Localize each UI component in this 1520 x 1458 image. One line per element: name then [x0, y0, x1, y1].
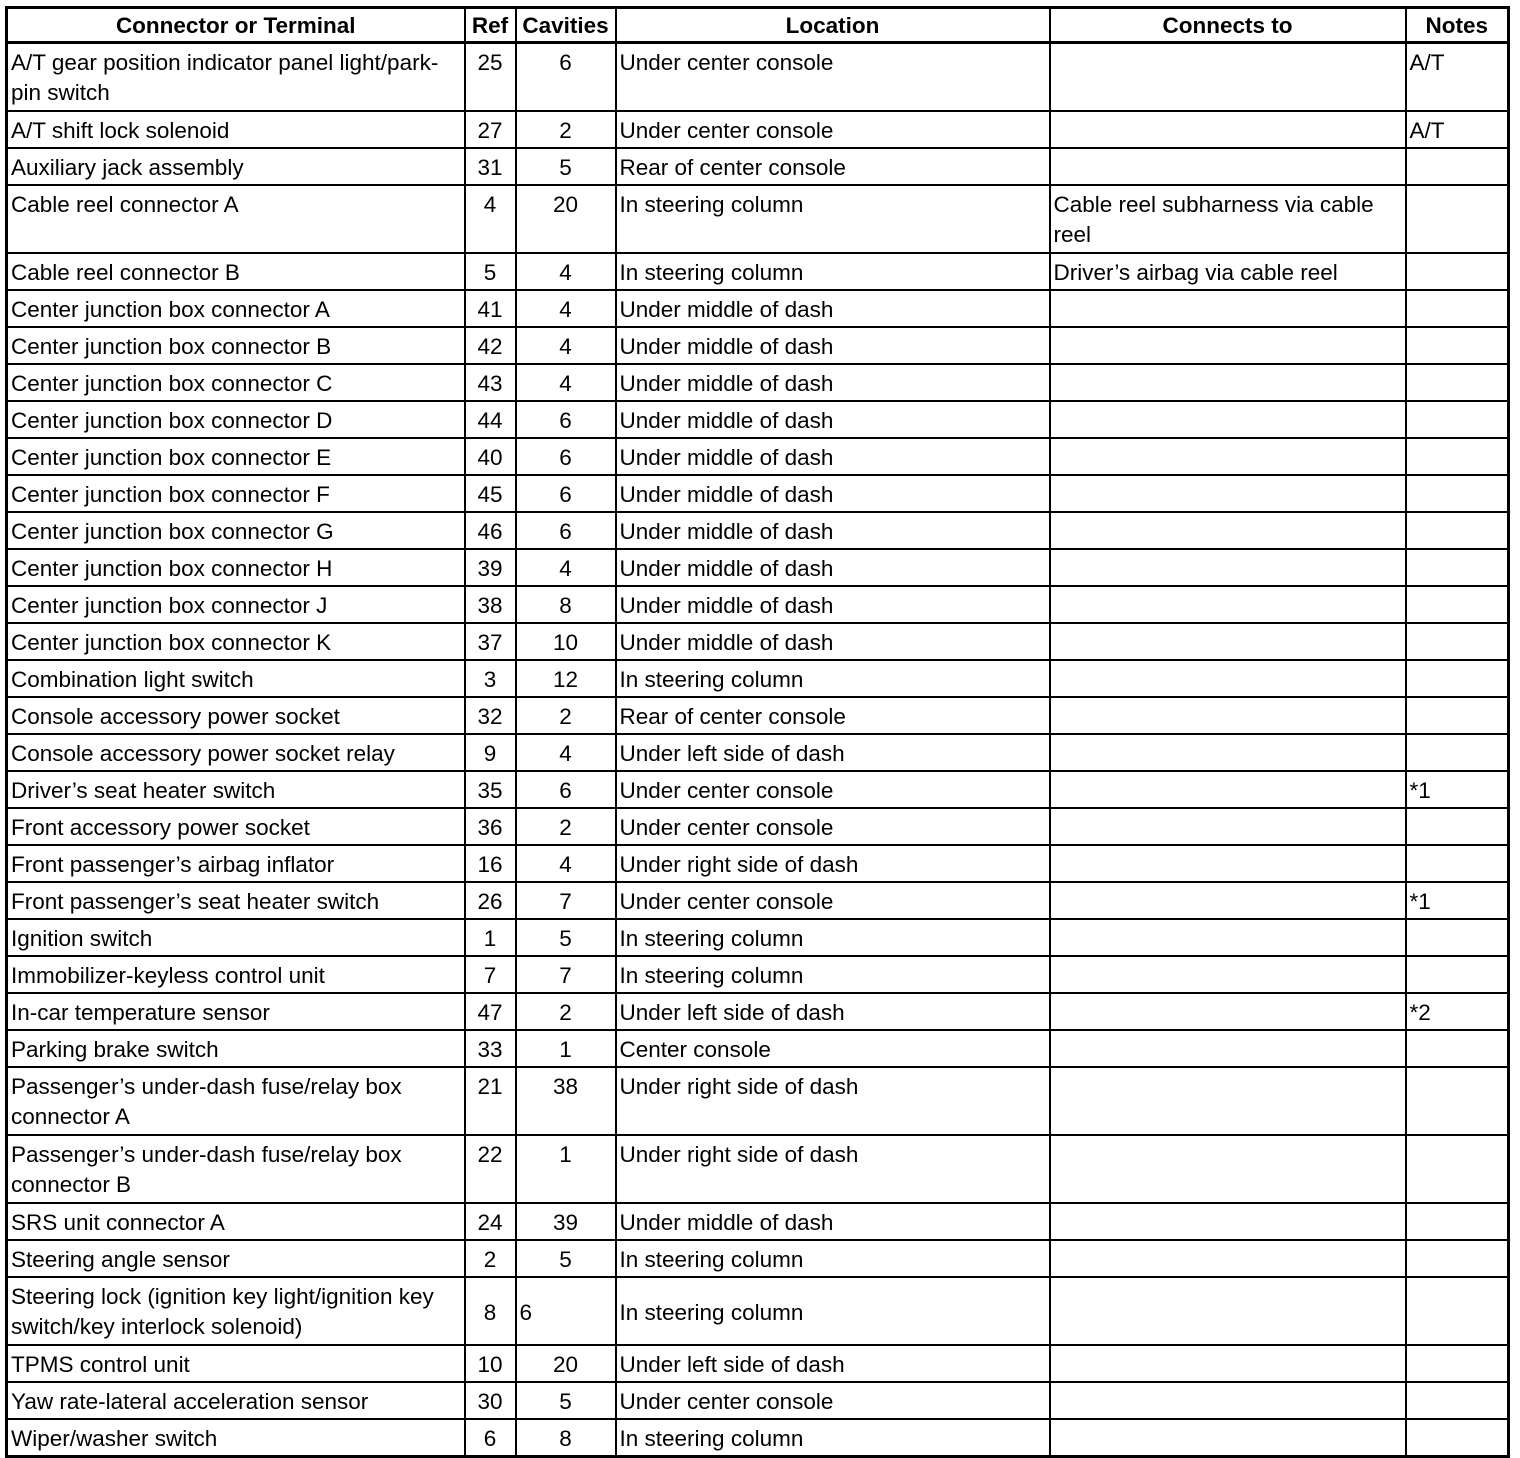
cell-location: In steering column: [616, 1419, 1050, 1457]
cell-location: Under middle of dash: [616, 586, 1050, 623]
header-connects-to: Connects to: [1050, 8, 1406, 43]
table-row: [7, 734, 1509, 771]
cell-connector: Console accessory power socket: [7, 697, 465, 734]
cell-connects-to: [1050, 43, 1406, 112]
cell-cavities: 1: [516, 1135, 616, 1203]
cell-connects-to: [1050, 438, 1406, 475]
cell-cavities: 20: [516, 185, 616, 253]
cell-cavities: 4: [516, 845, 616, 882]
cell-cavities: 2: [516, 993, 616, 1030]
cell-location: Rear of center console: [616, 148, 1050, 185]
cell-cavities: 2: [516, 111, 616, 148]
cell-ref: 36: [465, 808, 516, 845]
cell-notes: [1406, 623, 1509, 660]
cell-connects-to: [1050, 512, 1406, 549]
cell-connector: Center junction box connector D: [7, 401, 465, 438]
cell-connector: Center junction box connector A: [7, 290, 465, 327]
cell-connects-to: [1050, 327, 1406, 364]
cell-ref: 37: [465, 623, 516, 660]
cell-connects-to: [1050, 290, 1406, 327]
cell-location: Under middle of dash: [616, 623, 1050, 660]
cell-location: Under left side of dash: [616, 1345, 1050, 1382]
cell-notes: [1406, 734, 1509, 771]
cell-ref: 26: [465, 882, 516, 919]
cell-cavities: 10: [516, 623, 616, 660]
cell-ref: 41: [465, 290, 516, 327]
cell-ref: 10: [465, 1345, 516, 1382]
cell-cavities: 7: [516, 956, 616, 993]
cell-location: Under left side of dash: [616, 993, 1050, 1030]
table-row: [7, 882, 1509, 919]
cell-connects-to: [1050, 1345, 1406, 1382]
table-row: [7, 1067, 1509, 1135]
connector-table: [5, 6, 1510, 1458]
cell-connector: Cable reel connector B: [7, 253, 465, 290]
cell-notes: *1: [1406, 771, 1509, 808]
cell-ref: 27: [465, 111, 516, 148]
cell-ref: 6: [465, 1419, 516, 1457]
cell-connects-to: [1050, 1240, 1406, 1277]
cell-location: Under middle of dash: [616, 475, 1050, 512]
cell-cavities: 4: [516, 327, 616, 364]
cell-cavities: 8: [516, 1419, 616, 1457]
header-row: [7, 8, 1509, 43]
cell-ref: 43: [465, 364, 516, 401]
cell-connector: Passenger’s under-dash fuse/relay box connector B: [7, 1135, 465, 1203]
cell-ref: 33: [465, 1030, 516, 1067]
cell-connects-to: [1050, 1419, 1406, 1457]
cell-connects-to: Cable reel subharness via cable reel: [1050, 185, 1406, 253]
cell-ref: 21: [465, 1067, 516, 1135]
cell-cavities: 2: [516, 808, 616, 845]
cell-cavities: 39: [516, 1203, 616, 1240]
cell-ref: 7: [465, 956, 516, 993]
cell-notes: [1406, 956, 1509, 993]
table-body: [7, 43, 1509, 1457]
cell-notes: [1406, 919, 1509, 956]
cell-cavities: 8: [516, 586, 616, 623]
table-row: [7, 1240, 1509, 1277]
cell-location: In steering column: [616, 919, 1050, 956]
cell-cavities: 5: [516, 1240, 616, 1277]
cell-connector: Center junction box connector J: [7, 586, 465, 623]
cell-notes: [1406, 808, 1509, 845]
cell-connector: Center junction box connector F: [7, 475, 465, 512]
cell-ref: 31: [465, 148, 516, 185]
cell-location: Rear of center console: [616, 697, 1050, 734]
table-row: [7, 993, 1509, 1030]
cell-ref: 32: [465, 697, 516, 734]
header-connector: Connector or Terminal: [7, 8, 465, 43]
cell-notes: [1406, 660, 1509, 697]
table-row: [7, 956, 1509, 993]
cell-connects-to: [1050, 1203, 1406, 1240]
cell-notes: [1406, 1382, 1509, 1419]
cell-location: Center console: [616, 1030, 1050, 1067]
cell-connector: Front accessory power socket: [7, 808, 465, 845]
cell-ref: 1: [465, 919, 516, 956]
cell-cavities: 6: [516, 438, 616, 475]
cell-ref: 38: [465, 586, 516, 623]
cell-notes: [1406, 586, 1509, 623]
table-row: [7, 185, 1509, 253]
cell-ref: 2: [465, 1240, 516, 1277]
cell-connector: Center junction box connector B: [7, 327, 465, 364]
cell-ref: 16: [465, 845, 516, 882]
cell-cavities: 6: [516, 512, 616, 549]
table-row: [7, 1382, 1509, 1419]
cell-cavities: 6: [516, 771, 616, 808]
cell-location: Under center console: [616, 43, 1050, 112]
cell-ref: 39: [465, 549, 516, 586]
cell-notes: [1406, 290, 1509, 327]
cell-cavities: 20: [516, 1345, 616, 1382]
table-row: [7, 148, 1509, 185]
cell-cavities: 4: [516, 549, 616, 586]
cell-connects-to: [1050, 148, 1406, 185]
cell-notes: *2: [1406, 993, 1509, 1030]
table-row: [7, 1203, 1509, 1240]
cell-notes: [1406, 1240, 1509, 1277]
cell-notes: *1: [1406, 882, 1509, 919]
cell-connector: Combination light switch: [7, 660, 465, 697]
cell-cavities: 4: [516, 290, 616, 327]
cell-notes: [1406, 475, 1509, 512]
cell-notes: [1406, 327, 1509, 364]
cell-connector: Immobilizer-keyless control unit: [7, 956, 465, 993]
cell-notes: [1406, 1203, 1509, 1240]
cell-connects-to: [1050, 623, 1406, 660]
cell-location: Under middle of dash: [616, 401, 1050, 438]
cell-notes: [1406, 845, 1509, 882]
cell-connects-to: [1050, 586, 1406, 623]
cell-connector: Ignition switch: [7, 919, 465, 956]
cell-connector: Yaw rate-lateral acceleration sensor: [7, 1382, 465, 1419]
cell-connector: Steering lock (ignition key light/ignition key switch/key interlock solenoid): [7, 1277, 465, 1345]
cell-connects-to: [1050, 882, 1406, 919]
cell-cavities: 4: [516, 364, 616, 401]
cell-cavities: 12: [516, 660, 616, 697]
cell-location: Under right side of dash: [616, 845, 1050, 882]
cell-location: Under right side of dash: [616, 1067, 1050, 1135]
cell-notes: [1406, 1277, 1509, 1345]
cell-cavities: 5: [516, 919, 616, 956]
cell-cavities: 38: [516, 1067, 616, 1135]
cell-ref: 46: [465, 512, 516, 549]
cell-connects-to: [1050, 549, 1406, 586]
cell-location: In steering column: [616, 956, 1050, 993]
cell-location: Under middle of dash: [616, 290, 1050, 327]
cell-connects-to: [1050, 993, 1406, 1030]
header-cavities: Cavities: [516, 8, 616, 43]
cell-location: Under center console: [616, 808, 1050, 845]
cell-connector: Center junction box connector K: [7, 623, 465, 660]
cell-connector: Front passenger’s airbag inflator: [7, 845, 465, 882]
cell-notes: [1406, 1419, 1509, 1457]
cell-notes: [1406, 549, 1509, 586]
cell-ref: 40: [465, 438, 516, 475]
table-row: [7, 253, 1509, 290]
table-row: [7, 808, 1509, 845]
cell-cavities: 6: [516, 475, 616, 512]
cell-connects-to: [1050, 919, 1406, 956]
cell-location: Under middle of dash: [616, 364, 1050, 401]
cell-notes: [1406, 401, 1509, 438]
cell-cavities: 1: [516, 1030, 616, 1067]
cell-connector: A/T gear position indicator panel light/park-pin switch: [7, 43, 465, 112]
cell-notes: [1406, 185, 1509, 253]
cell-location: In steering column: [616, 253, 1050, 290]
cell-connects-to: [1050, 697, 1406, 734]
cell-ref: 24: [465, 1203, 516, 1240]
cell-connector: Driver’s seat heater switch: [7, 771, 465, 808]
cell-cavities: 6: [516, 43, 616, 112]
cell-cavities: 4: [516, 734, 616, 771]
cell-cavities: 2: [516, 697, 616, 734]
cell-location: Under center console: [616, 882, 1050, 919]
cell-notes: [1406, 438, 1509, 475]
cell-connector: TPMS control unit: [7, 1345, 465, 1382]
cell-ref: 8: [465, 1277, 516, 1345]
cell-connector: Front passenger’s seat heater switch: [7, 882, 465, 919]
cell-location: In steering column: [616, 185, 1050, 253]
cell-ref: 5: [465, 253, 516, 290]
cell-connects-to: [1050, 660, 1406, 697]
cell-connects-to: [1050, 845, 1406, 882]
cell-connector: Center junction box connector E: [7, 438, 465, 475]
cell-connects-to: [1050, 734, 1406, 771]
table-row: [7, 586, 1509, 623]
cell-connects-to: [1050, 401, 1406, 438]
cell-connects-to: [1050, 1135, 1406, 1203]
cell-cavities: 5: [516, 148, 616, 185]
table-row: [7, 623, 1509, 660]
table-row: [7, 845, 1509, 882]
cell-connects-to: [1050, 1030, 1406, 1067]
table-row: [7, 438, 1509, 475]
cell-location: Under middle of dash: [616, 512, 1050, 549]
cell-location: Under center console: [616, 111, 1050, 148]
cell-location: Under left side of dash: [616, 734, 1050, 771]
table-row: [7, 1135, 1509, 1203]
cell-connector: Cable reel connector A: [7, 185, 465, 253]
cell-ref: 30: [465, 1382, 516, 1419]
cell-location: Under middle of dash: [616, 1203, 1050, 1240]
cell-cavities: 7: [516, 882, 616, 919]
cell-connector: Parking brake switch: [7, 1030, 465, 1067]
table-row: [7, 771, 1509, 808]
cell-notes: A/T: [1406, 43, 1509, 112]
cell-notes: [1406, 697, 1509, 734]
table-row: [7, 401, 1509, 438]
cell-connector: Center junction box connector C: [7, 364, 465, 401]
table-row: [7, 660, 1509, 697]
cell-location: Under center console: [616, 771, 1050, 808]
table-row: [7, 549, 1509, 586]
cell-notes: [1406, 1067, 1509, 1135]
table-row: [7, 1277, 1509, 1345]
cell-notes: [1406, 253, 1509, 290]
cell-connects-to: [1050, 808, 1406, 845]
cell-location: Under middle of dash: [616, 327, 1050, 364]
cell-connects-to: [1050, 771, 1406, 808]
cell-connector: Console accessory power socket relay: [7, 734, 465, 771]
cell-location: Under right side of dash: [616, 1135, 1050, 1203]
cell-notes: [1406, 364, 1509, 401]
table-row: [7, 111, 1509, 148]
cell-connector: Center junction box connector H: [7, 549, 465, 586]
table-row: [7, 1419, 1509, 1457]
cell-notes: [1406, 1135, 1509, 1203]
table-row: [7, 475, 1509, 512]
cell-notes: [1406, 148, 1509, 185]
cell-location: In steering column: [616, 1240, 1050, 1277]
cell-connects-to: Driver’s airbag via cable reel: [1050, 253, 1406, 290]
cell-connector: A/T shift lock solenoid: [7, 111, 465, 148]
table-row: [7, 43, 1509, 112]
cell-location: Under middle of dash: [616, 549, 1050, 586]
cell-ref: 4: [465, 185, 516, 253]
cell-location: Under center console: [616, 1382, 1050, 1419]
cell-ref: 3: [465, 660, 516, 697]
header-ref: Ref: [465, 8, 516, 43]
cell-notes: A/T: [1406, 111, 1509, 148]
header-notes: Notes: [1406, 8, 1509, 43]
cell-location: Under middle of dash: [616, 438, 1050, 475]
cell-connects-to: [1050, 1277, 1406, 1345]
table-row: [7, 364, 1509, 401]
cell-connector: SRS unit connector A: [7, 1203, 465, 1240]
table-row: [7, 1030, 1509, 1067]
cell-connects-to: [1050, 364, 1406, 401]
cell-cavities: 4: [516, 253, 616, 290]
table-row: [7, 919, 1509, 956]
cell-cavities: 5: [516, 1382, 616, 1419]
cell-connector: Steering angle sensor: [7, 1240, 465, 1277]
table-row: [7, 1345, 1509, 1382]
table-row: [7, 697, 1509, 734]
cell-connects-to: [1050, 111, 1406, 148]
cell-cavities: 6: [516, 401, 616, 438]
cell-ref: 42: [465, 327, 516, 364]
cell-ref: 47: [465, 993, 516, 1030]
cell-connector: Center junction box connector G: [7, 512, 465, 549]
cell-ref: 25: [465, 43, 516, 112]
cell-notes: [1406, 1030, 1509, 1067]
cell-notes: [1406, 1345, 1509, 1382]
cell-connector: In-car temperature sensor: [7, 993, 465, 1030]
cell-connects-to: [1050, 1382, 1406, 1419]
cell-connects-to: [1050, 475, 1406, 512]
table-row: [7, 327, 1509, 364]
table-row: [7, 512, 1509, 549]
cell-ref: 35: [465, 771, 516, 808]
cell-location: In steering column: [616, 660, 1050, 697]
table-row: [7, 290, 1509, 327]
cell-connector: Passenger’s under-dash fuse/relay box connector A: [7, 1067, 465, 1135]
cell-cavities: 6: [516, 1277, 616, 1345]
header-location: Location: [616, 8, 1050, 43]
cell-connects-to: [1050, 956, 1406, 993]
cell-ref: 45: [465, 475, 516, 512]
cell-ref: 44: [465, 401, 516, 438]
cell-connector: Auxiliary jack assembly: [7, 148, 465, 185]
cell-connects-to: [1050, 1067, 1406, 1135]
cell-connector: Wiper/washer switch: [7, 1419, 465, 1457]
cell-notes: [1406, 512, 1509, 549]
cell-ref: 22: [465, 1135, 516, 1203]
cell-location: In steering column: [616, 1277, 1050, 1345]
cell-ref: 9: [465, 734, 516, 771]
